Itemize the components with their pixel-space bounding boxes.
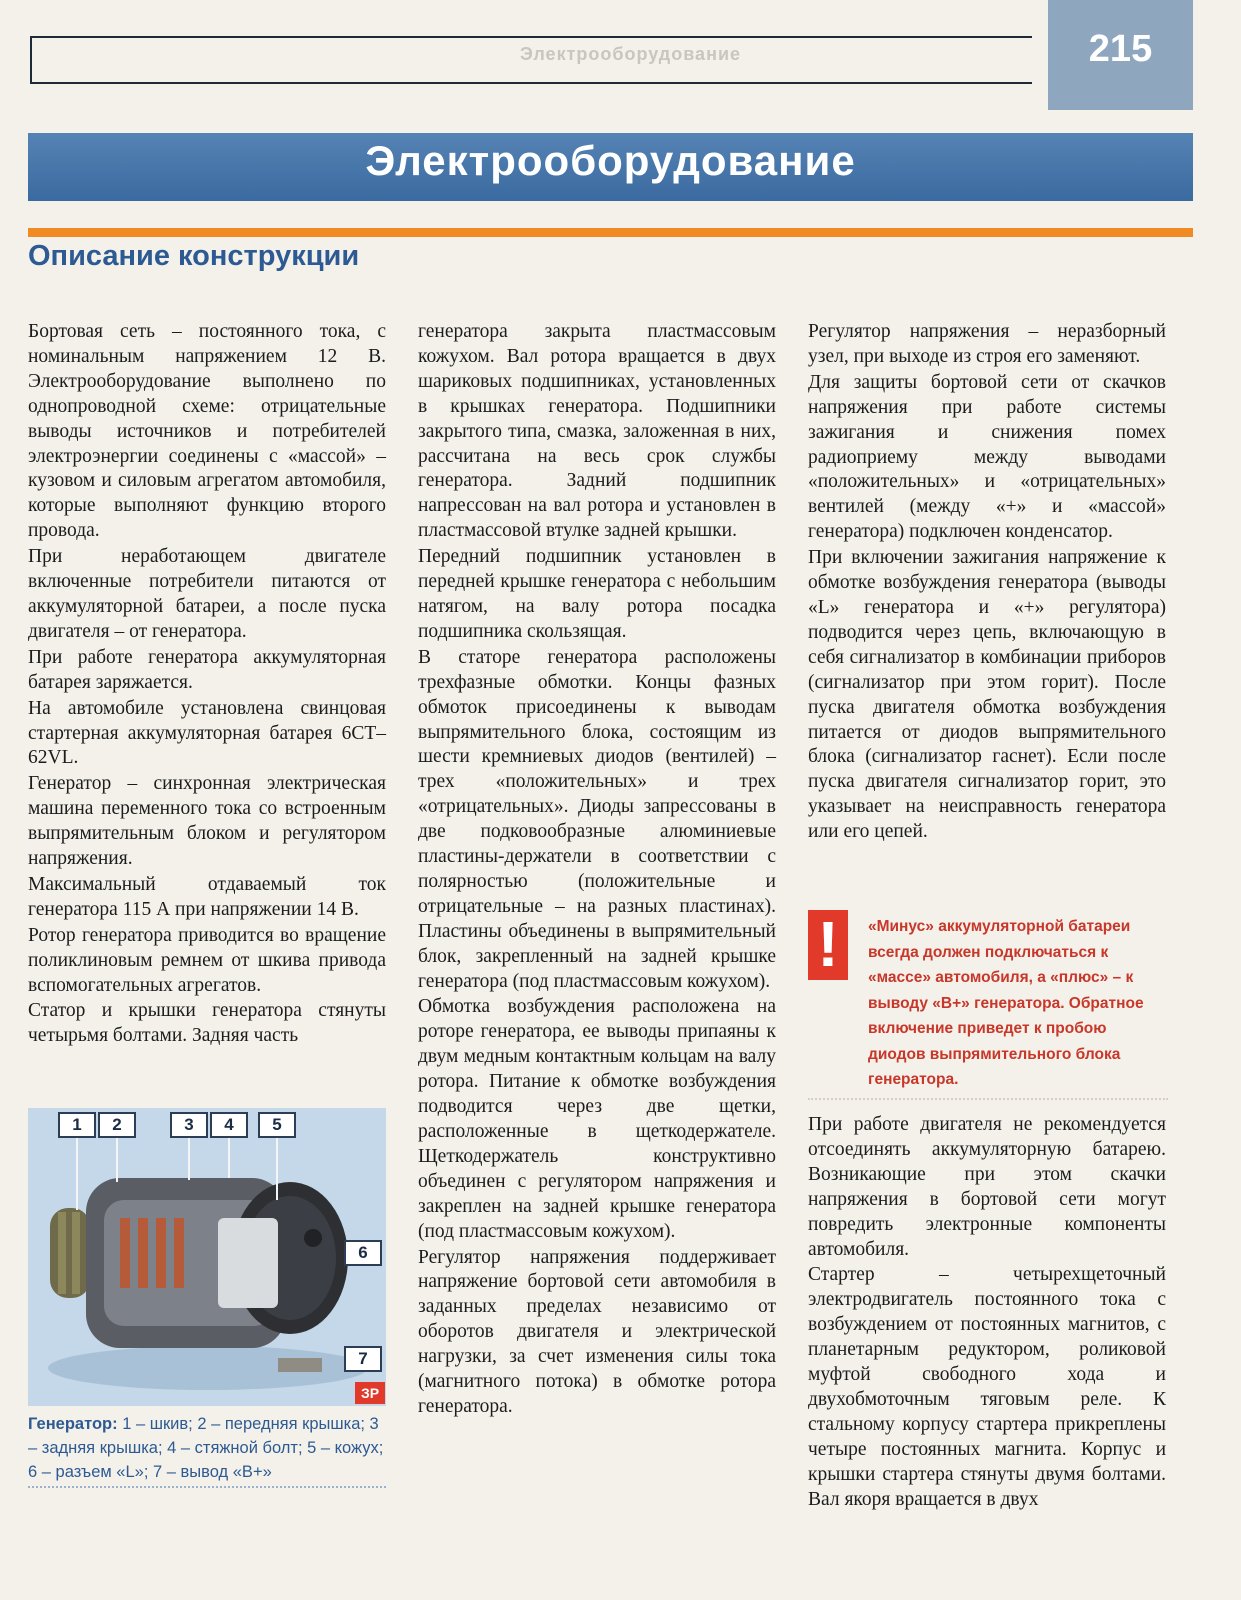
publisher-badge: ЗР (355, 1382, 385, 1404)
leader-line (116, 1138, 118, 1182)
text-column-3 (808, 320, 1166, 846)
paragraph: Генератор – синхронная электрическая машина переменного тока со встроенным выпрямительным блоком и регулятором напряжения. (28, 773, 386, 870)
callout-1: 1 (58, 1112, 96, 1138)
generator-illustration (28, 1108, 386, 1406)
paragraph: На автомобиле установлена свинцовая стартерная аккумуляторная батарея 6СТ–62VL. (28, 697, 386, 769)
paragraph: Стартер – четырехщеточный электродвигатель постоянного тока с возбуждением от постоянных магнитов, с планетарным редуктором, роликовой муфтой свободного хода и двухобмоточным тяговым реле. К стальному корпусу стартера прикреплены четыре постоянных магнита. Корпус и крышки стартера стянуты двумя болтами. Вал якоря вращается в двух (808, 1264, 1166, 1510)
paragraph: Бортовая сеть – постоянного тока, с номинальным напряжением 12 В. Электрооборудование выполнено по однопроводной схеме: отрицательные выводы источников и потребителей электроэнергии соединены с «массой» – кузовом и силовым агрегатом автомобиля, которые выполняют функцию второго провода. (28, 321, 386, 542)
warning-text: «Минус» аккумуляторной батареи всегда должен подключаться к «массе» автомобиля, а «плюс» – к выводу «В+» генератора. Обратное включение приведет к пробою диодов выпрямительного блока генератора. (868, 918, 1144, 1088)
text-column-1 (28, 320, 386, 1050)
text-column-3-continued (808, 1113, 1166, 1514)
callout-5: 5 (258, 1112, 296, 1138)
leader-line (76, 1138, 78, 1210)
paragraph: Ротор генератора приводится во вращение поликлиновым ремнем от шкива привода вспомогательных агрегатов. (28, 924, 386, 996)
section-title: Электрооборудование (365, 137, 856, 184)
callout-6: 6 (344, 1240, 382, 1266)
paragraph: Статор и крышки генератора стянуты четырьмя болтами. Задняя часть (28, 1000, 386, 1047)
paragraph: В статоре генератора расположены трехфазные обмотки. Концы фазных обмоток присоединены к выводам выпрямительного блока, состоящим из шести кремниевых диодов (вентилей) – трех «положительных» и трех «отрицательных». Диоды запрессованы в две подковообразные алюминиевые пластины-держатели в соответствии с полярностью (положительные и отрицательные – на разных пластинах). Пластины объединены в выпрямительный блок, закрепленный на задней крышке генератора (под пластмассовым кожухом). (418, 646, 776, 992)
paragraph: При работе генератора аккумуляторная батарея заряжается. (28, 646, 386, 693)
paragraph: Обмотка возбуждения расположена на роторе генератора, ее выводы припаяны к двум медным контактным кольцам на валу ротора. Питание к обмотке возбуждения подводится через две щетки, расположенные в щеткодержателе. Щеткодержатель конструктивно объединен с регулятором напряжения и закреплен на задней крышке генератора (под пластмассовым кожухом). (418, 996, 776, 1242)
paragraph: Для защиты бортовой сети от скачков напряжения при работе системы зажигания и снижения помех радиоприему между выводами «положительных» и «отрицательных» вентилей (между «+» и «массой» генератора) подключен конденсатор. (808, 371, 1166, 543)
page-number: 215 (1088, 28, 1153, 70)
generator-figure (28, 1108, 386, 1406)
leader-line (228, 1138, 230, 1178)
paragraph: генератора закрыта пластмассовым кожухом. Вал ротора вращается в двух шариковых подшипниках, установленных в крышках генератора. Подшипники закрытого типа, смазка, заложенная в них, рассчитана на весь срок службы генератора. Задний подшипник напрессован на вал ротора и установлен в пластмассовой втулке задней крышки. (418, 321, 776, 542)
paragraph: При включении зажигания напряжение к обмотке возбуждения генератора (выводы «L» генератора и «+» регулятора) подводится через цепь, включающую в себя сигнализатор в комбинации приборов (сигнализатор при этом горит). После пуска двигателя обмотка возбуждения питается от диодов выпрямительного блока (сигнализатор гаснет). Если после пуска двигателя сигнализатор горит, это указывает на неисправность генератора или его цепей. (808, 547, 1166, 843)
paragraph: При работе двигателя не рекомендуется отсоединять аккумуляторную батарею. Возникающие при этом скачки напряжения в бортовой сети могут повредить электронные компоненты автомобиля. (808, 1114, 1166, 1260)
subsection-title: Описание конструкции (28, 240, 360, 272)
warning-icon: ! (817, 908, 839, 980)
figure-caption (28, 1412, 386, 1484)
text-column-2 (418, 320, 776, 1421)
leader-line (188, 1138, 190, 1180)
callout-3: 3 (170, 1112, 208, 1138)
callout-4: 4 (210, 1112, 248, 1138)
leader-line (276, 1138, 278, 1200)
caption-body: 1 – шкив; 2 – передняя крышка; 3 – задняя крышка; 4 – стяжной болт; 5 – кожух; 6 – разъем «L»; 7 – вывод «В+» (28, 1415, 384, 1481)
paragraph: Максимальный отдаваемый ток генератора 115 А при напряжении 14 В. (28, 873, 386, 920)
caption-divider (28, 1486, 386, 1488)
paragraph: Регулятор напряжения поддерживает напряжение бортовой сети автомобиля в заданных пределах независимо от оборотов двигателя и электрической нагрузки, за счет изменения силы тока (магнитного потока) в обмотке ротора генератора. (418, 1246, 776, 1417)
paragraph: Регулятор напряжения – неразборный узел, при выходе из строя его заменяют. (808, 321, 1166, 367)
caption-lead: Генератор: (28, 1415, 118, 1433)
paragraph: При неработающем двигателе включенные потребители питаются от аккумуляторной батареи, а после пуска двигателя – от генератора. (28, 546, 386, 642)
running-title: Электрооборудование (520, 44, 742, 64)
accent-rule (28, 228, 1193, 237)
callout-2: 2 (98, 1112, 136, 1138)
paragraph: Передний подшипник установлен в передней крышке генератора с небольшим натягом, на валу ротора посадка подшипника скользящая. (418, 546, 776, 642)
warning-divider (808, 1098, 1168, 1100)
callout-7: 7 (344, 1346, 382, 1372)
